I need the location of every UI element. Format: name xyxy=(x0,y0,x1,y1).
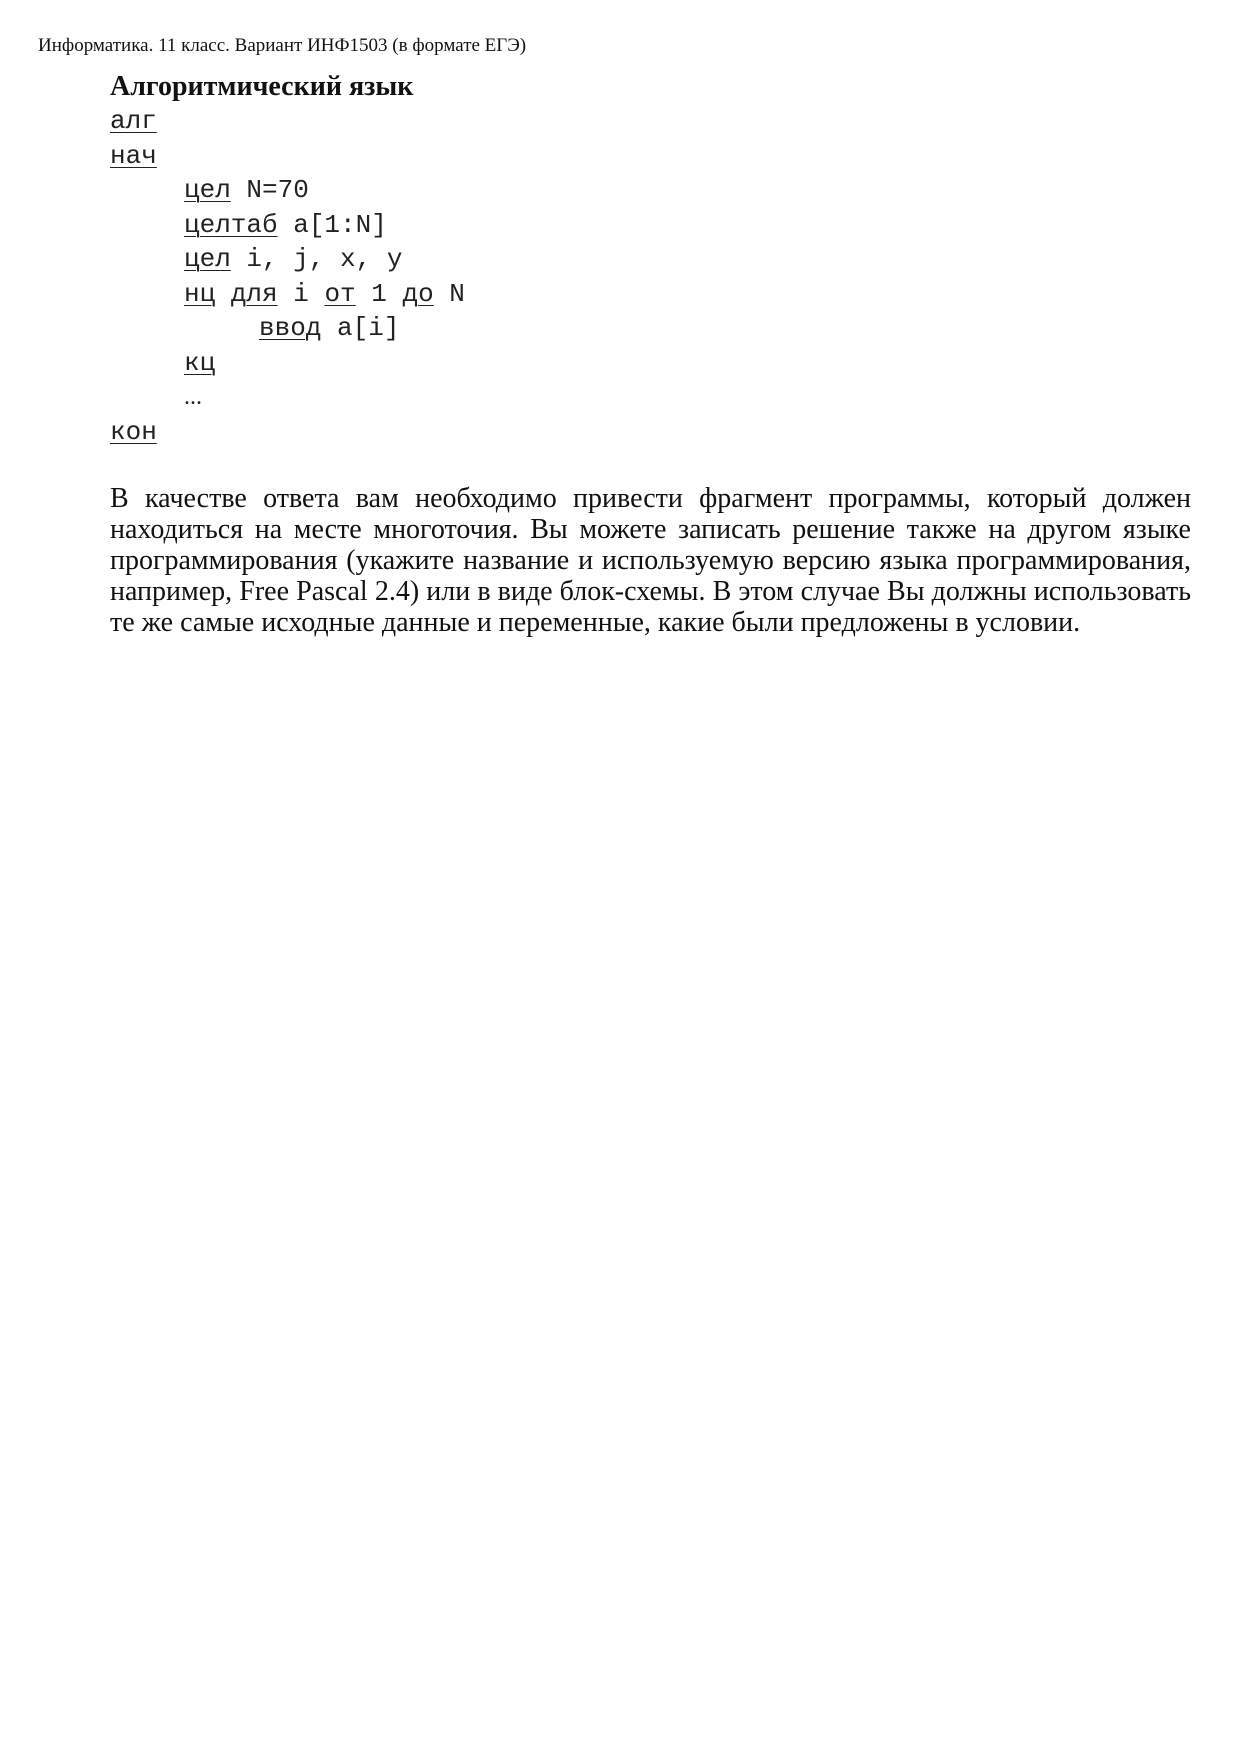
keyword-kon: кон xyxy=(110,416,157,447)
keyword-nach: нач xyxy=(110,140,157,171)
code-line-nach xyxy=(110,139,465,174)
keyword-ot: от xyxy=(324,278,356,309)
code-text: i, j, x, y xyxy=(230,244,403,274)
code-text: N=70 xyxy=(230,175,309,205)
keyword-dlya: для xyxy=(230,278,278,309)
keyword-cel: цел xyxy=(184,244,231,274)
code-text: 1 xyxy=(355,278,403,309)
code-text: a[1:N] xyxy=(277,209,387,240)
code-text: a[i] xyxy=(321,313,400,343)
code-line-input xyxy=(110,311,465,346)
keyword-alg: алг xyxy=(110,106,157,136)
keyword-nc: нц xyxy=(184,278,216,309)
section-title: Алгоритмический язык xyxy=(110,71,414,102)
keyword-vvod: ввод xyxy=(259,313,322,343)
code-line-kon xyxy=(110,415,465,450)
code-block xyxy=(110,104,465,449)
code-line-decl-n xyxy=(110,173,465,208)
keyword-kc: кц xyxy=(184,347,216,378)
keyword-celtab: целтаб xyxy=(184,209,278,240)
code-line-loop-end xyxy=(110,346,465,381)
code-text: N xyxy=(433,278,465,309)
code-line-decl-vars xyxy=(110,242,465,277)
code-line-ellipsis: ... xyxy=(184,384,202,410)
code-line-loop-start xyxy=(110,277,465,312)
code-line-decl-array xyxy=(110,208,465,243)
page-header: Информатика. 11 класс. Вариант ИНФ1503 (в формате ЕГЭ) xyxy=(38,35,527,56)
instruction-paragraph: В качестве ответа вам необходимо привести фрагмент программы, который должен находиться на месте многоточия. Вы можете записать решение также на другом языке программирования (укажите название и используемую версию языка программирования, например, Free Pascal 2.4) или в виде блок-схемы. В этом случае Вы должны использовать те же самые исходные данные и переменные, какие были предложены в условии. xyxy=(110,483,1191,638)
keyword-cel: цел xyxy=(184,175,231,205)
code-text: i xyxy=(277,278,325,309)
code-line-alg xyxy=(110,104,465,139)
keyword-do: до xyxy=(402,278,434,309)
